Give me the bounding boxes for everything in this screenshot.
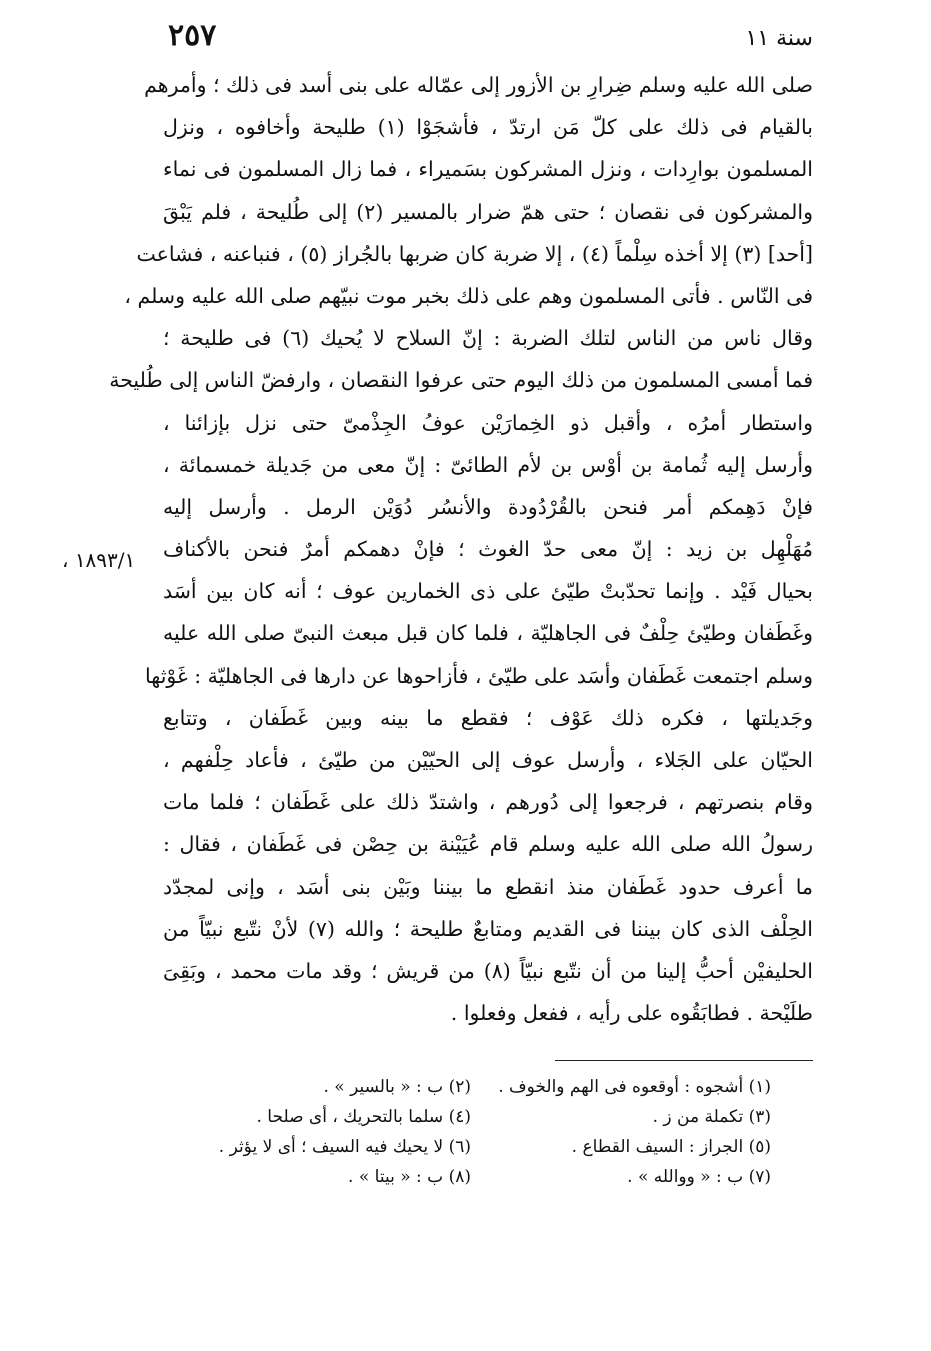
text-line: الحيّان على الجَلاء ، وأرسل عوف إلى الحيّيْن من طيّئ ، فأعاد حِلْفهم ،	[163, 748, 813, 772]
text-line: المسلمون بوارِدات ، ونزل المشركون بسَميراء ، فما زال المسلمون فى نماء	[163, 157, 813, 182]
text-line: بالقيام فى ذلك على كلّ مَن ارتدّ ، فأشجَوْا (١) طليحة وأخافوه ، ونزل	[163, 115, 813, 140]
footnote: (٥) الجراز : السيف القطاع .	[571, 1137, 771, 1157]
running-header: سنة ١١	[745, 26, 813, 51]
footnotes	[171, 1072, 771, 1192]
text-line: وسلم اجتمعت غَطَفان وأسَد على طيّئ ، فأزاحوها عن دارها فى الجاهليّة : غَوْثها	[145, 663, 813, 688]
text-line: وأرسل إليه ثُمامة بن أوْس بن لأم الطائىّ : إنّ معى من جَديلة خمسمائة ،	[163, 452, 813, 477]
text-line: وقام بنصرتهم ، فرجعوا إلى دُورهم ، واشتدّ ذلك على غَطَفان ؛ فلما مات	[163, 790, 813, 815]
text-line: بحيال فَيْد . وإنما تحدّبتْ طيّئ على ذى الخمارين عوف ؛ أنه كان بين أسَد	[163, 579, 813, 604]
text-line: وقال ناس من الناس لتلك الضربة : إنّ السلاح لا يُحيك (٦) فى طليحة ؛	[163, 326, 813, 351]
footnote: (٣) تكملة من ز .	[652, 1107, 771, 1127]
footnote: (٢) ب : « بالسير » .	[323, 1077, 471, 1097]
text-line: واستطار أمرُه ، وأقبل ذو الخِمارَيْن عوفُ الجِذْمىّ حتى نزل بإزائنا ،	[163, 410, 813, 435]
text-line: الحليفيْن أحبُّ إلينا من أن نتّبع نبيّاً (٨) من قريش ؛ وقد مات محمد ، وبَقِىَ	[163, 958, 813, 983]
text-line: فإنْ دَهِمكم أمر فنحن بالقُرْدُودة والأنسُر دُوَيْن الرمل . وأرسل إليه	[163, 494, 813, 519]
text-line: وجَديلتها ، فكره ذلك عَوْف ؛ فقطع ما بينه وبين غَطَفان ، وتتابع	[163, 705, 813, 730]
footnote-row	[171, 1162, 771, 1192]
text-line: ما أعرف حدود غَطَفان منذ انقطع ما بيننا وبَيْن بنى أسَد ، وإنى لمجدّد	[163, 874, 813, 899]
footnote-row	[171, 1072, 771, 1102]
text-line: فى النّاس . فأتى المسلمون وهم على ذلك بخبر موت نبيّهم صلى الله عليه وسلم ،	[124, 283, 813, 308]
text-line: رسولُ الله صلى الله عليه وسلم قام عُيَيْنة بن حِصْن فى غَطَفان ، فقال :	[163, 832, 813, 857]
text-line: صلى الله عليه وسلم ضِرارِ بن الأزور إلى عمّاله على بنى أسد فى ذلك ؛ وأمرهم	[144, 73, 813, 97]
footnote: (١) أشجوه : أوقعوه فى الهم والخوف .	[498, 1077, 771, 1097]
text-line: وغَطَفان وطيّئ حِلْفٌ فى الجاهليّة ، فلما كان قبل مبعث النبىّ صلى الله عليه	[163, 621, 813, 646]
margin-note-date: ١٨٩٣/١ ،	[62, 548, 136, 572]
page-number: ٢٥٧	[168, 18, 217, 53]
text-line: مُهَلْهِل بن زيد : إنّ معى حدّ الغوث ؛ فإنْ دهمكم أمرٌ فنحن بالأكناف	[163, 537, 813, 562]
body-text	[109, 64, 813, 1034]
footnote-divider	[555, 1060, 813, 1061]
text-line: والمشركون فى نقصان ؛ حتى همّ ضرار بالمسير (٢) إلى طُليحة ، فلم يَبْقَ	[163, 199, 813, 224]
footnote: (٦) لا يحيك فيه السيف ؛ أى لا يؤثر .	[218, 1137, 471, 1157]
footnote: (٨) ب : « بيتا » .	[348, 1167, 471, 1187]
text-line: الحِلْف الذى كان بيننا فى القديم ومتابعٌ طليحة ؛ والله (٧) لأنْ نتّبع نبيّاً من	[163, 916, 813, 941]
text-line: فما أمسى المسلمون من ذلك اليوم حتى عرفوا النقصان ، وارفضّ الناس إلى طُليحة	[109, 368, 813, 393]
footnote: (٧) ب : « ووالله » .	[627, 1167, 771, 1187]
footnote: (٤) سلما بالتحريك ، أى صلحا .	[256, 1107, 471, 1127]
text-line: طلَيْحة . فطابَقُوه على رأيه ، ففعل وفعلوا .	[450, 1001, 813, 1026]
footnote-row	[171, 1102, 771, 1132]
text-line: [أحد] (٣) إلا أخذه سِلْماً (٤) ، إلا ضربة كان ضربها بالجُراز (٥) ، فنباعنه ، فشاعت	[136, 241, 813, 266]
footnote-row	[171, 1132, 771, 1162]
